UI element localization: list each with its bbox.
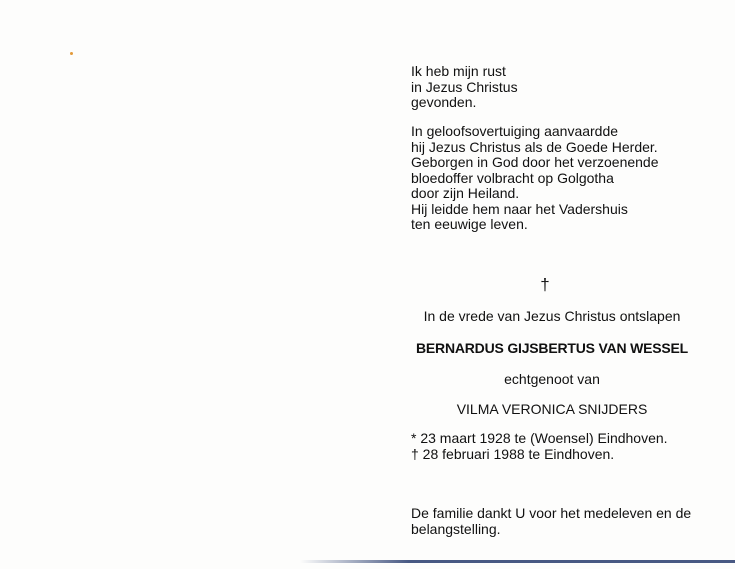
scan-edge-shadow xyxy=(300,560,735,563)
thanks-line: belangstelling. xyxy=(411,520,501,537)
thanks-line: De familie dankt U voor het medeleven en de xyxy=(411,505,692,521)
verse-line: Ik heb mijn rust xyxy=(411,63,506,79)
verse-line: in Jezus Christus xyxy=(411,78,518,95)
thanks-note xyxy=(411,506,691,537)
creed-line: Hij leidde hem naar het Vadershuis xyxy=(411,200,628,217)
life-dates xyxy=(411,431,668,462)
cross-icon: † xyxy=(540,275,550,294)
opening-verse xyxy=(411,64,518,111)
creed-line: ten eeuwige leven. xyxy=(411,216,528,232)
relation-text: echtgenoot van xyxy=(504,371,600,387)
creed-line: door zijn Heiland. xyxy=(411,185,520,201)
announcement-text: In de vrede van Jezus Christus ontslapen xyxy=(423,308,681,324)
paper-speck xyxy=(70,52,73,55)
creed-paragraph xyxy=(411,124,659,233)
death-date: † 28 februari 1988 te Eindhoven. xyxy=(411,445,615,462)
creed-line: hij Jezus Christus als de Goede Herder. xyxy=(411,138,658,155)
creed-line: In geloofsovertuiging aanvaardde xyxy=(411,123,619,139)
birth-date: * 23 maart 1928 te (Woensel) Eindhoven. xyxy=(411,430,668,446)
deceased-name: BERNARDUS GIJSBERTUS VAN WESSEL xyxy=(415,340,689,356)
creed-line: Geborgen in God door het verzoenende xyxy=(411,154,659,170)
spouse-name: VILMA VERONICA SNIJDERS xyxy=(456,401,648,417)
creed-line: bloedoffer volbracht op Golgotha xyxy=(411,169,614,186)
verse-line: gevonden. xyxy=(411,94,477,110)
